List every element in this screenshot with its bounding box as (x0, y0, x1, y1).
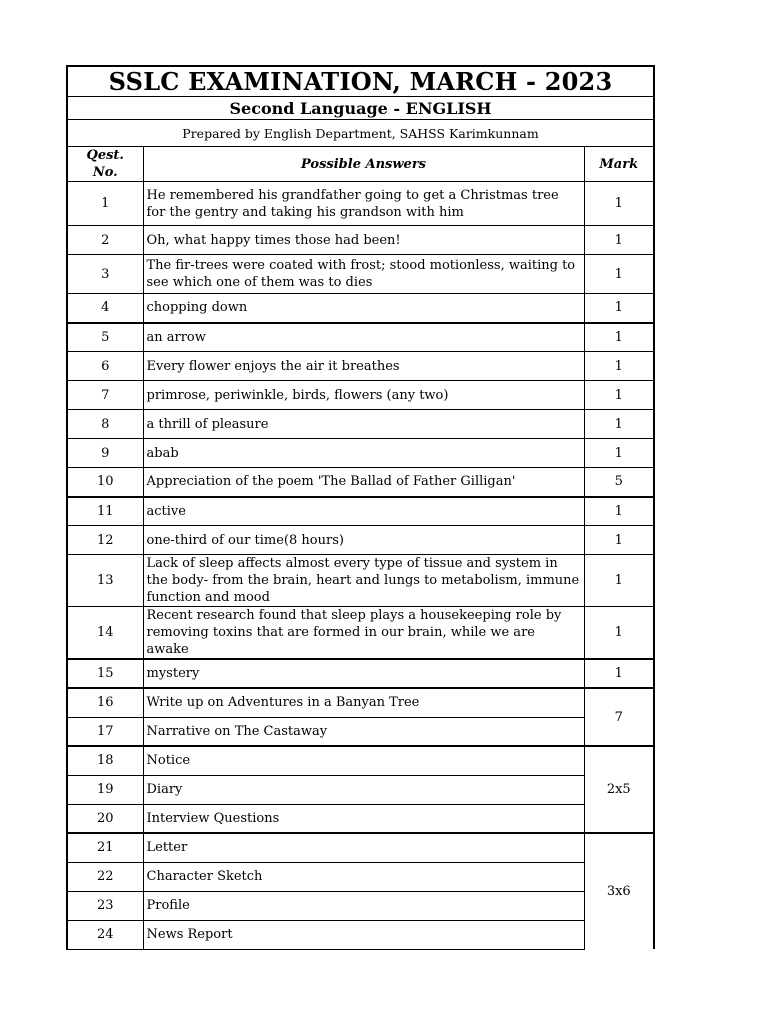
mark-cell: 1 (584, 182, 654, 226)
answer-cell: a thrill of pleasure (143, 410, 584, 439)
answer-cell: one-third of our time(8 hours) (143, 526, 584, 555)
table-row (67, 497, 654, 526)
table-row (67, 323, 654, 352)
table-row (67, 555, 654, 607)
table-row (67, 468, 654, 497)
answer-cell: Notice (143, 746, 584, 775)
mark-cell: 1 (584, 410, 654, 439)
answer-cell: Appreciation of the poem 'The Ballad of Father Gilligan' (143, 468, 584, 497)
question-number: 7 (67, 381, 143, 410)
question-number: 21 (67, 833, 143, 862)
answer-cell: Every flower enjoys the air it breathes (143, 352, 584, 381)
mark-cell: 1 (584, 497, 654, 526)
answer-cell: active (143, 497, 584, 526)
table-row (67, 255, 654, 294)
question-number: 14 (67, 607, 143, 660)
answer-cell: The fir-trees were coated with frost; stood motionless, waiting to see which one of them was to dies (143, 255, 584, 294)
table-row (67, 891, 654, 920)
question-number: 4 (67, 294, 143, 323)
question-number: 15 (67, 659, 143, 688)
answer-cell: He remembered his grandfather going to get a Christmas tree for the gentry and taking his grandson with him (143, 182, 584, 226)
answer-key-sheet (66, 65, 653, 950)
question-number: 23 (67, 891, 143, 920)
answer-cell: Diary (143, 775, 584, 804)
mark-cell: 7 (584, 688, 654, 746)
table-row (67, 804, 654, 833)
answer-cell: an arrow (143, 323, 584, 352)
answer-cell: Letter (143, 833, 584, 862)
question-number: 16 (67, 688, 143, 717)
prepared-by-line: Prepared by English Department, SAHSS Karimkunnam (67, 120, 654, 147)
mark-cell: 2x5 (584, 746, 654, 833)
table-row (67, 182, 654, 226)
table-row (67, 775, 654, 804)
table-header-row (67, 147, 654, 182)
table-row (67, 410, 654, 439)
mark-cell: 1 (584, 323, 654, 352)
question-number: 5 (67, 323, 143, 352)
answer-cell: Character Sketch (143, 862, 584, 891)
question-number: 19 (67, 775, 143, 804)
table-row (67, 352, 654, 381)
mark-cell: 1 (584, 381, 654, 410)
table-row (67, 526, 654, 555)
question-number: 2 (67, 226, 143, 255)
question-number: 18 (67, 746, 143, 775)
mark-cell: 1 (584, 607, 654, 660)
answer-cell: primrose, periwinkle, birds, flowers (any two) (143, 381, 584, 410)
answer-cell: Recent research found that sleep plays a housekeeping role by removing toxins that are formed in our brain, while we are awake (143, 607, 584, 660)
question-number: 9 (67, 439, 143, 468)
mark-cell: 1 (584, 352, 654, 381)
answer-cell: Interview Questions (143, 804, 584, 833)
mark-cell: 1 (584, 255, 654, 294)
question-number: 20 (67, 804, 143, 833)
table-row (67, 439, 654, 468)
mark-cell: 1 (584, 226, 654, 255)
table-row (67, 294, 654, 323)
table-row (67, 746, 654, 775)
table-row (67, 607, 654, 660)
question-number: 17 (67, 717, 143, 746)
document-title: SSLC EXAMINATION, MARCH - 2023 (67, 66, 654, 97)
answer-key-table (66, 65, 655, 950)
question-number: 1 (67, 182, 143, 226)
column-header-mark: Mark (584, 147, 654, 182)
answer-cell: Narrative on The Castaway (143, 717, 584, 746)
question-number: 6 (67, 352, 143, 381)
question-number: 8 (67, 410, 143, 439)
table-row (67, 381, 654, 410)
table-row (67, 920, 654, 949)
mark-cell: 1 (584, 526, 654, 555)
question-number: 10 (67, 468, 143, 497)
table-row (67, 226, 654, 255)
mark-cell: 5 (584, 468, 654, 497)
question-number: 11 (67, 497, 143, 526)
answer-cell: Write up on Adventures in a Banyan Tree (143, 688, 584, 717)
table-row (67, 717, 654, 746)
column-header-answer: Possible Answers (143, 147, 584, 182)
answer-cell: abab (143, 439, 584, 468)
table-row (67, 688, 654, 717)
question-number: 3 (67, 255, 143, 294)
table-row (67, 659, 654, 688)
document-subtitle: Second Language - ENGLISH (67, 97, 654, 120)
question-number: 24 (67, 920, 143, 949)
mark-cell: 1 (584, 439, 654, 468)
question-number: 13 (67, 555, 143, 607)
answer-cell: Lack of sleep affects almost every type of tissue and system in the body- from the brain, heart and lungs to metabolism, immune function and mood (143, 555, 584, 607)
question-number: 22 (67, 862, 143, 891)
question-number: 12 (67, 526, 143, 555)
answer-cell: Oh, what happy times those had been! (143, 226, 584, 255)
mark-cell: 1 (584, 555, 654, 607)
mark-cell: 1 (584, 294, 654, 323)
table-row (67, 862, 654, 891)
table-row (67, 833, 654, 862)
answer-cell: mystery (143, 659, 584, 688)
answer-cell: chopping down (143, 294, 584, 323)
answer-cell: Profile (143, 891, 584, 920)
column-header-qno: Qest. No. (67, 147, 143, 182)
mark-cell: 1 (584, 659, 654, 688)
mark-cell: 3x6 (584, 833, 654, 949)
answer-cell: News Report (143, 920, 584, 949)
